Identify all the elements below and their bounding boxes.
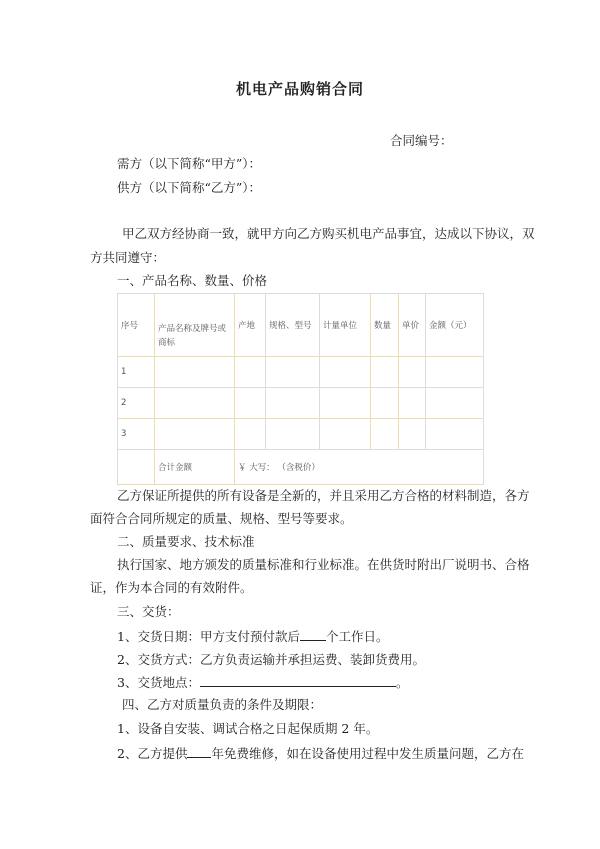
header-cell: 数量 — [371, 294, 399, 357]
header-cell: 产品名称及牌号或商标 — [155, 294, 235, 357]
table-cell[interactable] — [399, 357, 426, 388]
header-cell: 单价 — [399, 294, 426, 357]
delivery-place-prefix: 3、交货地点： — [117, 675, 200, 690]
table-cell[interactable] — [235, 357, 266, 388]
intro-paragraph-line-2: 方共同遵守： — [90, 250, 166, 265]
table-cell[interactable] — [155, 357, 235, 388]
table-cell[interactable] — [371, 388, 399, 419]
document-title: 机电产品购销合同 — [235, 80, 364, 98]
table-cell[interactable] — [155, 388, 235, 419]
contract-number-label: 合同编号： — [390, 133, 453, 148]
table-cell[interactable] — [235, 388, 266, 419]
table-cell[interactable] — [399, 419, 426, 450]
table-cell[interactable] — [426, 419, 484, 450]
header-cell: 金额（元） — [426, 294, 484, 357]
header-cell: 序号 — [118, 294, 155, 357]
table-cell[interactable] — [320, 357, 371, 388]
table-cell[interactable] — [266, 388, 320, 419]
delivery-days-blank[interactable] — [300, 628, 326, 641]
header-cell: 产地 — [235, 294, 266, 357]
buyer-label: 需方（以下简称“甲方”）： — [117, 156, 262, 171]
table-cell[interactable] — [399, 388, 426, 419]
standard-line-2: 证，作为本合同的有效附件。 — [90, 580, 253, 595]
section-1-title: 一、产品名称、数量、价格 — [117, 273, 268, 288]
table-cell[interactable] — [426, 357, 484, 388]
seller-label: 供方（以下简称“乙方”）： — [117, 180, 262, 195]
product-table — [117, 293, 484, 485]
guarantee-line-1: 乙方保证所提供的所有设备是全新的，并且采用乙方合格的材料制造，各方 — [117, 488, 530, 503]
table-cell[interactable] — [320, 388, 371, 419]
row-number: 1 — [118, 357, 155, 388]
header-cell: 规格、型号 — [266, 294, 320, 357]
warranty-clause: 1、设备自安装、调试合格之日起保质期 2 年。 — [117, 721, 379, 736]
delivery-date-clause — [117, 628, 388, 645]
table-cell[interactable] — [155, 419, 235, 450]
row-number: 3 — [118, 419, 155, 450]
table-cell[interactable] — [320, 419, 371, 450]
total-amount[interactable]: ￥ 大写： （含税价） — [235, 450, 484, 485]
delivery-place-clause — [117, 674, 408, 691]
repair-clause — [117, 745, 524, 762]
guarantee-line-2: 面符合合同所规定的质量、规格、型号等要求。 — [90, 511, 353, 526]
section-4-title: 四、乙方对质量负责的条件及期限： — [122, 697, 323, 712]
section-2-title: 二、质量要求、技术标准 — [117, 534, 255, 549]
table-total-row — [118, 450, 484, 485]
row-number: 2 — [118, 388, 155, 419]
table-cell[interactable] — [371, 419, 399, 450]
delivery-place-suffix: 。 — [395, 675, 409, 690]
table-cell[interactable] — [426, 388, 484, 419]
table-row — [118, 419, 484, 450]
delivery-date-prefix: 1、交货日期：甲方支付预付款后 — [117, 629, 300, 644]
delivery-date-suffix: 个工作日。 — [325, 629, 389, 644]
intro-paragraph-line-1: 甲乙双方经协商一致，就甲方向乙方购买机电产品事宜，达成以下协议，双 — [122, 226, 535, 241]
table-row — [118, 388, 484, 419]
delivery-method-clause: 2、交货方式：乙方负责运输并承担运费、装卸货费用。 — [117, 652, 425, 667]
table-row — [118, 357, 484, 388]
total-label: 合计金额 — [155, 450, 235, 485]
table-cell[interactable] — [266, 419, 320, 450]
table-cell[interactable] — [266, 357, 320, 388]
table-header-row — [118, 294, 484, 357]
standard-line-1: 执行国家、地方颁发的质量标准和行业标准。在供货时附出厂说明书、合格 — [117, 557, 530, 572]
delivery-place-blank[interactable] — [200, 674, 396, 687]
table-cell — [118, 450, 155, 485]
repair-suffix: 年免费维修，如在设备使用过程中发生质量问题，乙方在 — [211, 746, 524, 761]
repair-years-blank[interactable] — [187, 745, 211, 758]
repair-prefix: 2、乙方提供 — [117, 746, 188, 761]
table-cell[interactable] — [235, 419, 266, 450]
header-cell: 计量单位 — [320, 294, 371, 357]
section-3-title: 三、交货： — [117, 604, 180, 619]
table-cell[interactable] — [371, 357, 399, 388]
